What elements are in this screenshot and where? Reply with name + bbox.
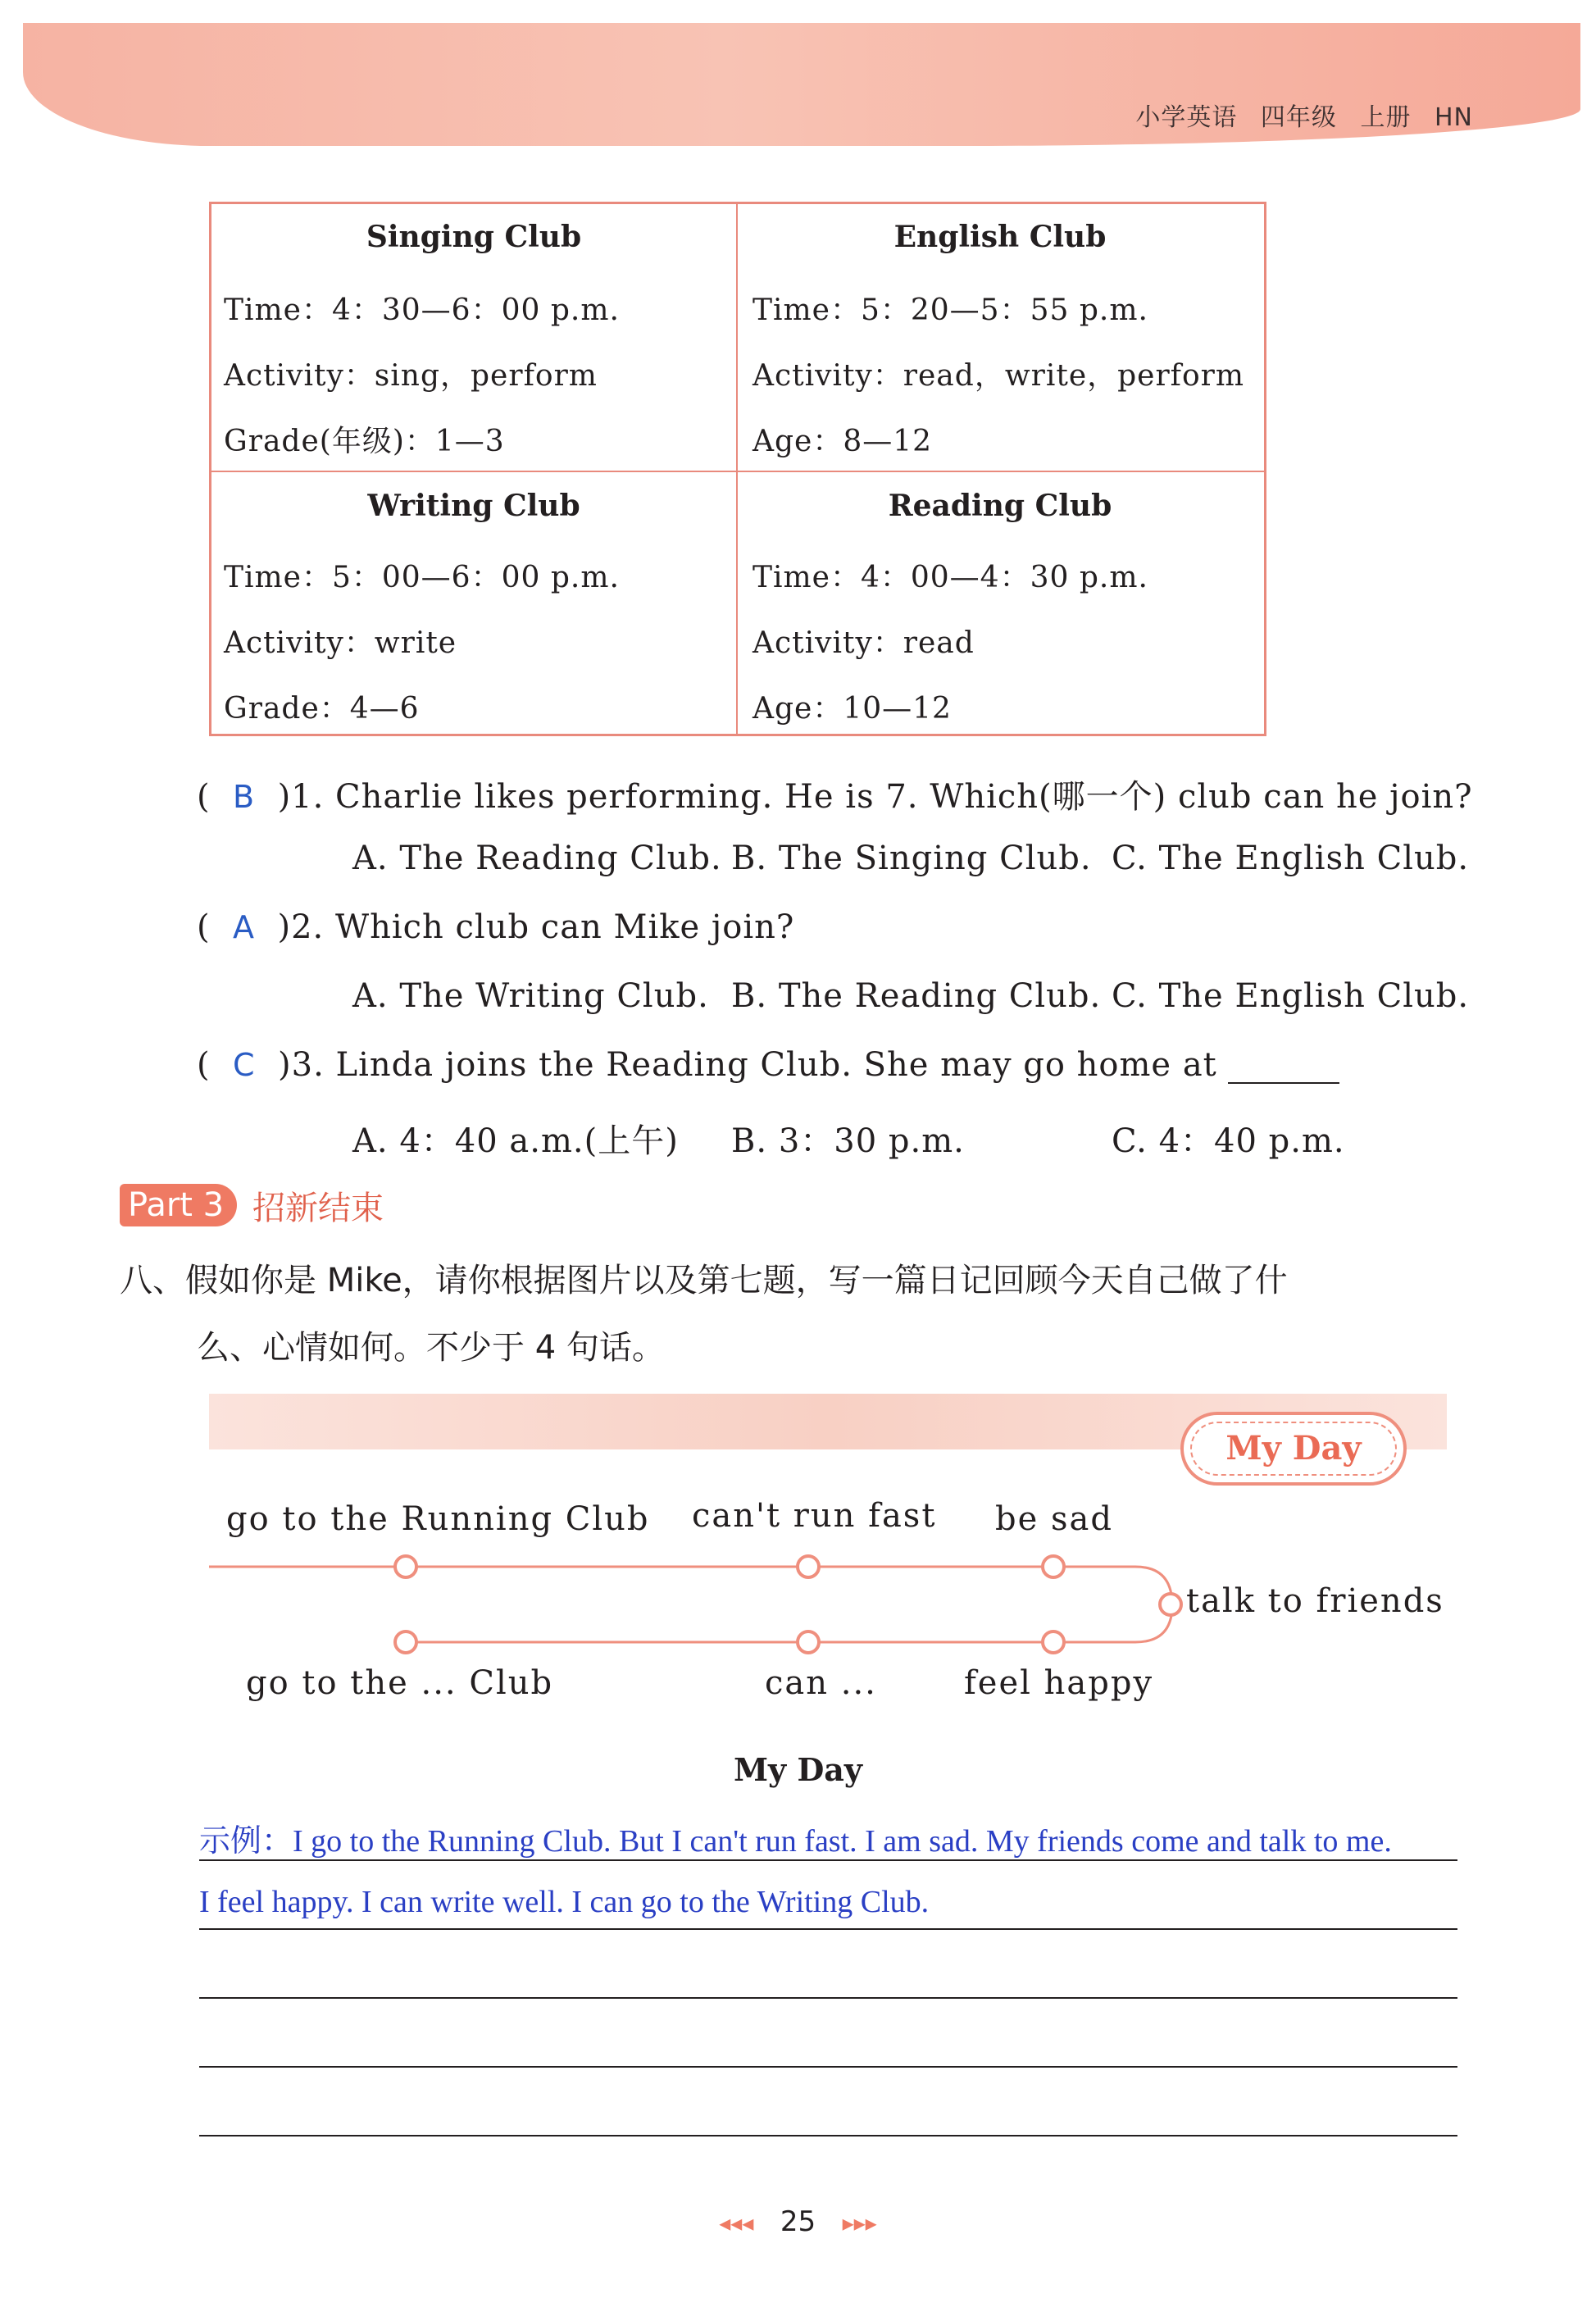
volume: 上册 (1360, 103, 1412, 132)
option-2a: A. The Writing Club. (352, 977, 709, 1015)
timeline-bottom-2: can ... (765, 1664, 877, 1702)
club-title-reading: Reading Club (888, 489, 1112, 523)
club-title-writing: Writing Club (367, 489, 580, 523)
writing-line[interactable] (199, 2135, 1457, 2136)
page-number: 25 (780, 2205, 816, 2238)
option-3b: B. 3：30 p.m. (731, 1122, 965, 1160)
task-instruction-line2: 么、心情如何。不少于 4 句话。 (197, 1329, 665, 1367)
option-2b: B. The Reading Club. (731, 977, 1102, 1015)
option-3a: A. 4：40 a.m.(上午) (352, 1122, 679, 1160)
writing-line[interactable] (199, 1928, 1457, 1930)
question-3: ( C )3. Linda joins the Reading Club. She may go home at (197, 1046, 1339, 1084)
club-title-english: English Club (893, 220, 1107, 254)
club-limit-reading: Age：10—12 (753, 692, 952, 726)
part-title: 招新结束 (252, 1190, 384, 1227)
question-stem: )1. Charlie likes performing. He is 7. Which(哪一个) club can he join? (277, 778, 1473, 816)
timeline-top-1: go to the Running Club (226, 1500, 650, 1538)
writing-line[interactable] (199, 1859, 1457, 1861)
option-3c: C. 4：40 p.m. (1112, 1122, 1345, 1160)
option-2c: C. The English Club. (1112, 977, 1470, 1015)
club-time-writing: Time：5：00—6：00 p.m. (224, 561, 620, 594)
essay-line-2: I feel happy. I can write well. I can go to the Writing Club. (199, 1885, 930, 1919)
next-arrows-icon: ▸▸▸ (842, 2209, 877, 2237)
answer-1: B (233, 779, 256, 815)
timeline-top-2: can't run fast (692, 1497, 937, 1535)
club-activity-singing: Activity：sing，perform (224, 359, 598, 393)
writing-line[interactable] (199, 2066, 1457, 2068)
option-1a: A. The Reading Club. (352, 840, 722, 877)
my-day-badge: My Day (1180, 1412, 1407, 1486)
writing-line[interactable] (199, 1997, 1457, 1999)
club-activity-writing: Activity：write (224, 626, 457, 660)
grade: 四年级 (1260, 103, 1337, 132)
subject: 小学英语 (1135, 103, 1238, 132)
page-footer (0, 2205, 1596, 2238)
club-title-singing: Singing Club (366, 220, 582, 254)
question-1: ( B )1. Charlie likes performing. He is 7. Which(哪一个) club can he join? (197, 778, 1473, 816)
edition: HN (1435, 103, 1473, 132)
club-limit-writing: Grade：4—6 (224, 692, 420, 726)
club-time-singing: Time：4：30—6：00 p.m. (224, 294, 620, 327)
answer-2: A (233, 909, 256, 945)
timeline-bottom-1: go to the ... Club (246, 1664, 554, 1702)
option-1c: C. The English Club. (1112, 840, 1470, 877)
essay-line-1: 示例：I go to the Running Club. But I can't run fast. I am sad. My friends come and talk to me. (199, 1824, 1392, 1859)
club-limit-singing: Grade(年级)：1—3 (224, 425, 505, 458)
club-activity-reading: Activity：read (753, 626, 975, 660)
part-label: Part 3 (120, 1184, 237, 1226)
option-1b: B. The Singing Club. (731, 840, 1092, 877)
question-stem: )3. Linda joins the Reading Club. She may go home at (278, 1046, 1217, 1084)
club-activity-english: Activity：read，write，perform (753, 359, 1245, 393)
essay-title: My Day (733, 1751, 863, 1788)
task-instruction-line1: 八、假如你是 Mike，请你根据图片以及第七题，写一篇日记回顾今天自己做了什 (120, 1262, 1288, 1299)
question-stem: )2. Which club can Mike join? (277, 908, 795, 946)
prev-arrows-icon: ◂◂◂ (719, 2209, 754, 2237)
timeline-turn: talk to friends (1186, 1582, 1444, 1620)
club-time-english: Time：5：20—5：55 p.m. (753, 294, 1148, 327)
question-2: ( A )2. Which club can Mike join? (197, 908, 795, 946)
timeline-top-3: be sad (995, 1500, 1113, 1538)
timeline-bottom-3: feel happy (964, 1664, 1154, 1702)
answer-3: C (233, 1047, 256, 1083)
club-time-reading: Time：4：00—4：30 p.m. (753, 561, 1148, 594)
club-limit-english: Age：8—12 (753, 425, 933, 458)
